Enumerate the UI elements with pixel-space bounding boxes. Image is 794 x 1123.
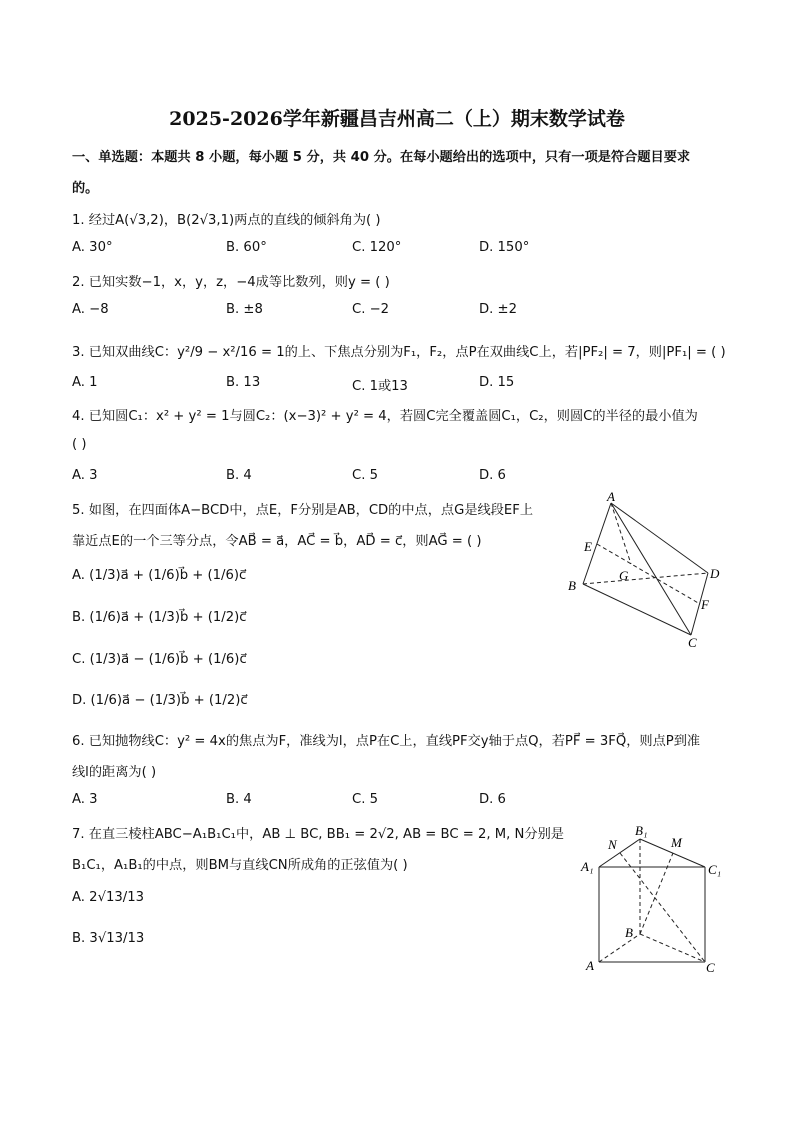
tetrahedron-figure [560, 492, 730, 652]
segment-bm [640, 853, 673, 934]
q1-option-a[interactable]: A. 30° [72, 240, 113, 255]
q4-option-d[interactable]: D. 6 [479, 468, 506, 483]
segment-ag [611, 503, 631, 564]
segment-cn [620, 853, 705, 962]
label-e: E [584, 539, 592, 554]
question-1: 1. 经过A(√3,2)，B(2√3,1)两点的直线的倾斜角为( ) [72, 213, 381, 228]
label-a: A [586, 958, 594, 973]
label-d: D [710, 566, 720, 581]
label-b: B [568, 578, 576, 593]
edge-a1b1 [599, 839, 640, 867]
label-a1: A₁ [581, 859, 594, 874]
q3-option-b[interactable]: B. 13 [226, 375, 261, 390]
q3-option-c[interactable]: C. 1或13 [352, 379, 408, 394]
q2-option-c[interactable]: C. −2 [352, 302, 390, 317]
q4-option-b[interactable]: B. 4 [226, 468, 252, 483]
question-5: 5. 如图，在四面体A−BCD中，点E，F分别是AB，CD的中点，点G是线段EF上 [72, 503, 534, 518]
section-heading: 一、单选题：本题共 8 小题，每小题 5 分，共 40 分。在每小题给出的选项中，只有一项是符合题目要求 [72, 150, 691, 165]
edge-bc-hidden [640, 934, 705, 962]
q5-option-a[interactable]: A. (1/3)a⃗ + (1/6)b⃗ + (1/6)c⃗ [72, 568, 247, 583]
q1-option-c[interactable]: C. 120° [352, 240, 402, 255]
label-a: A [607, 492, 615, 504]
q5-option-c[interactable]: C. (1/3)a⃗ − (1/6)b⃗ + (1/6)c⃗ [72, 652, 247, 667]
label-f: F [701, 597, 709, 612]
edge-ab-hidden [599, 934, 640, 962]
label-g: G [619, 568, 629, 583]
q7-option-a[interactable]: A. 2√13/13 [72, 890, 144, 905]
label-m: M [671, 835, 682, 850]
label-c: C [706, 960, 715, 975]
q5-option-d[interactable]: D. (1/6)a⃗ − (1/3)b⃗ + (1/2)c⃗ [72, 693, 248, 708]
q4-option-a[interactable]: A. 3 [72, 468, 98, 483]
q4-option-c[interactable]: C. 5 [352, 468, 378, 483]
q1-option-d[interactable]: D. 150° [479, 240, 530, 255]
question-6-cont: 线l的距离为( ) [72, 765, 157, 780]
label-b: B [625, 925, 633, 940]
page-title: 2025-2026学年新疆昌吉州高二（上）期末数学试卷 [169, 108, 625, 130]
question-6: 6. 已知抛物线C：y² = 4x的焦点为F，准线为l，点P在C上，直线PF交y轴于点Q，若PF⃗ = 3FQ⃗，则点P到准 [72, 734, 701, 749]
edge-ad [611, 503, 708, 573]
q6-option-b[interactable]: B. 4 [226, 792, 252, 807]
q3-option-a[interactable]: A. 1 [72, 375, 98, 390]
label-n: N [608, 837, 617, 852]
question-4-cont: ( ) [72, 437, 87, 452]
prism-figure [575, 815, 735, 980]
q6-option-a[interactable]: A. 3 [72, 792, 98, 807]
label-c: C [688, 635, 697, 650]
segment-ef [597, 544, 700, 604]
q2-option-d[interactable]: D. ±2 [479, 302, 517, 317]
question-5-cont: 靠近点E的一个三等分点，令AB⃗ = a⃗，AC⃗ = b⃗，AD⃗ = c⃗，则AG⃗ = ( ) [72, 534, 482, 549]
label-c1: C₁ [708, 862, 722, 877]
q6-option-d[interactable]: D. 6 [479, 792, 506, 807]
section-heading-cont: 的。 [72, 181, 99, 196]
q5-option-b[interactable]: B. (1/6)a⃗ + (1/3)b⃗ + (1/2)c⃗ [72, 610, 247, 625]
question-4: 4. 已知圆C₁：x² + y² = 1与圆C₂：(x−3)² + y² = 4，若圆C完全覆盖圆C₁，C₂，则圆C的半径的最小值为 [72, 409, 698, 424]
edge-bd-hidden [583, 573, 708, 584]
q3-option-d[interactable]: D. 15 [479, 375, 515, 390]
q1-option-b[interactable]: B. 60° [226, 240, 267, 255]
question-7-cont: B₁C₁，A₁B₁的中点，则BM与直线CN所成角的正弦值为( ) [72, 858, 408, 873]
q6-option-c[interactable]: C. 5 [352, 792, 378, 807]
q2-option-b[interactable]: B. ±8 [226, 302, 263, 317]
question-2: 2. 已知实数−1，x，y，z，−4成等比数列，则y = ( ) [72, 275, 390, 290]
label-b1: B₁ [635, 823, 648, 838]
question-7: 7. 在直三棱柱ABC−A₁B₁C₁中，AB ⊥ BC, BB₁ = 2√2, AB = BC = 2, M, N分别是 [72, 827, 564, 842]
q2-option-a[interactable]: A. −8 [72, 302, 109, 317]
edge-bc [583, 584, 691, 635]
question-3: 3. 已知双曲线C：y²/9 − x²/16 = 1的上、下焦点分别为F₁，F₂，点P在双曲线C上，若|PF₂| = 7，则|PF₁| = ( ) [72, 345, 726, 360]
q7-option-b[interactable]: B. 3√13/13 [72, 931, 145, 946]
